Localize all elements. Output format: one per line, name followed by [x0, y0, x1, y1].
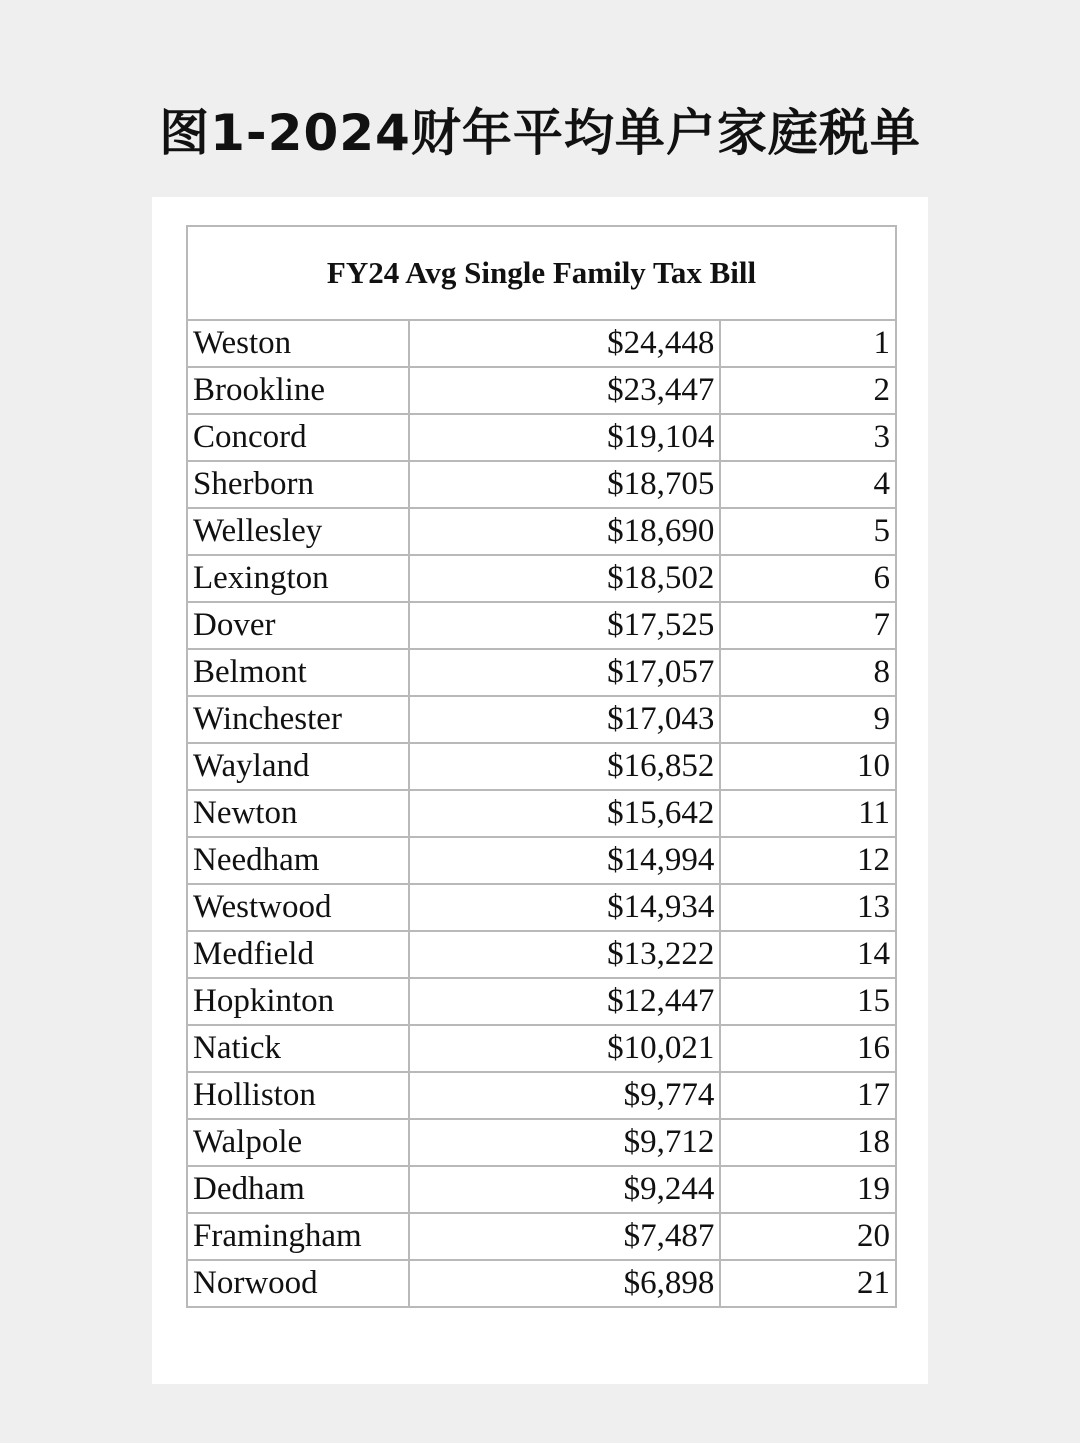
town-cell: Westwood	[187, 884, 409, 931]
rank-cell: 12	[720, 837, 896, 884]
table-row	[187, 837, 896, 884]
table-row	[187, 602, 896, 649]
rank-cell: 2	[720, 367, 896, 414]
table-row	[187, 461, 896, 508]
rank-cell: 10	[720, 743, 896, 790]
tax-bill-cell: $23,447	[409, 367, 720, 414]
rank-cell: 8	[720, 649, 896, 696]
rank-cell: 3	[720, 414, 896, 461]
tax-bill-cell: $9,244	[409, 1166, 720, 1213]
tax-bill-cell: $17,057	[409, 649, 720, 696]
rank-cell: 4	[720, 461, 896, 508]
town-cell: Needham	[187, 837, 409, 884]
table-row	[187, 1166, 896, 1213]
town-cell: Brookline	[187, 367, 409, 414]
town-cell: Natick	[187, 1025, 409, 1072]
table-row	[187, 414, 896, 461]
rank-cell: 16	[720, 1025, 896, 1072]
table-row	[187, 978, 896, 1025]
table-row	[187, 555, 896, 602]
rank-cell: 11	[720, 790, 896, 837]
rank-cell: 17	[720, 1072, 896, 1119]
town-cell: Weston	[187, 320, 409, 367]
town-cell: Dover	[187, 602, 409, 649]
town-cell: Wayland	[187, 743, 409, 790]
table-row	[187, 1025, 896, 1072]
tax-bill-cell: $17,043	[409, 696, 720, 743]
town-cell: Hopkinton	[187, 978, 409, 1025]
town-cell: Lexington	[187, 555, 409, 602]
tax-bill-cell: $19,104	[409, 414, 720, 461]
tax-bill-cell: $14,934	[409, 884, 720, 931]
rank-cell: 14	[720, 931, 896, 978]
tax-bill-cell: $10,021	[409, 1025, 720, 1072]
town-cell: Norwood	[187, 1260, 409, 1307]
tax-bill-cell: $9,774	[409, 1072, 720, 1119]
rank-cell: 15	[720, 978, 896, 1025]
tax-bill-cell: $12,447	[409, 978, 720, 1025]
tax-bill-cell: $24,448	[409, 320, 720, 367]
table-row	[187, 884, 896, 931]
table-row	[187, 508, 896, 555]
table-row	[187, 743, 896, 790]
table-row	[187, 367, 896, 414]
town-cell: Wellesley	[187, 508, 409, 555]
rank-cell: 20	[720, 1213, 896, 1260]
tax-bill-cell: $16,852	[409, 743, 720, 790]
table-row	[187, 790, 896, 837]
table-row	[187, 1119, 896, 1166]
tax-bill-cell: $18,502	[409, 555, 720, 602]
tax-bill-cell: $17,525	[409, 602, 720, 649]
rank-cell: 5	[720, 508, 896, 555]
table-header-row	[187, 226, 896, 320]
rank-cell: 9	[720, 696, 896, 743]
town-cell: Medfield	[187, 931, 409, 978]
town-cell: Belmont	[187, 649, 409, 696]
table-row	[187, 931, 896, 978]
town-cell: Dedham	[187, 1166, 409, 1213]
table-row	[187, 1260, 896, 1307]
tax-bill-cell: $13,222	[409, 931, 720, 978]
table-header: FY24 Avg Single Family Tax Bill	[187, 226, 896, 320]
tax-bill-cell: $6,898	[409, 1260, 720, 1307]
tax-bill-cell: $14,994	[409, 837, 720, 884]
table-card	[152, 197, 928, 1384]
town-cell: Concord	[187, 414, 409, 461]
tax-bill-table	[186, 225, 897, 1308]
town-cell: Newton	[187, 790, 409, 837]
town-cell: Winchester	[187, 696, 409, 743]
rank-cell: 13	[720, 884, 896, 931]
tax-bill-cell: $15,642	[409, 790, 720, 837]
table-body	[187, 320, 896, 1307]
rank-cell: 21	[720, 1260, 896, 1307]
tax-bill-cell: $9,712	[409, 1119, 720, 1166]
tax-bill-cell: $7,487	[409, 1213, 720, 1260]
rank-cell: 19	[720, 1166, 896, 1213]
town-cell: Holliston	[187, 1072, 409, 1119]
tax-bill-cell: $18,705	[409, 461, 720, 508]
page-title: 图1-2024财年平均单户家庭税单	[159, 104, 921, 162]
town-cell: Sherborn	[187, 461, 409, 508]
town-cell: Framingham	[187, 1213, 409, 1260]
table-row	[187, 649, 896, 696]
rank-cell: 1	[720, 320, 896, 367]
table-row	[187, 320, 896, 367]
rank-cell: 6	[720, 555, 896, 602]
table-row	[187, 1072, 896, 1119]
table-row	[187, 1213, 896, 1260]
table-row	[187, 696, 896, 743]
rank-cell: 18	[720, 1119, 896, 1166]
rank-cell: 7	[720, 602, 896, 649]
tax-bill-cell: $18,690	[409, 508, 720, 555]
town-cell: Walpole	[187, 1119, 409, 1166]
